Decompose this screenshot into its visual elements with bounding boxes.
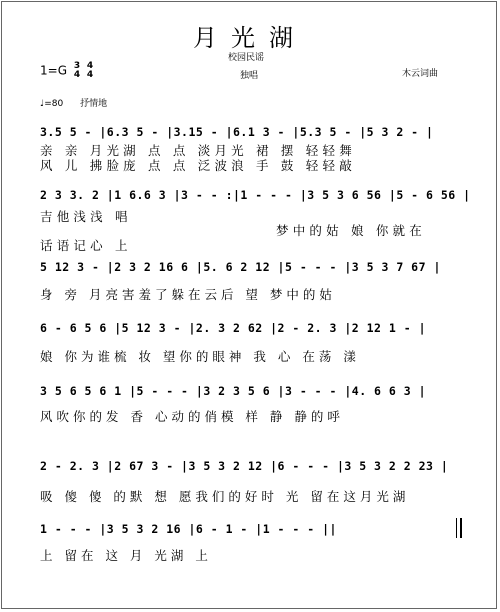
score-line-5: 3 5 6 5 6 1 |5 - - - |3 2 3 5 6 |3 - - - |4. 6 6 3 | [40, 384, 427, 398]
composer-credit: 木云词曲 [402, 69, 439, 79]
lyrics-line-2-mid: 梦中的姑 娘 你就在 [276, 223, 426, 238]
key-signature [40, 62, 93, 80]
final-barline-thick [460, 518, 462, 538]
time-sig-2: 4 4 [86, 61, 94, 80]
song-subtitle: 校园民谣 [228, 53, 265, 63]
lyrics-line-2b: 话语记心 上 [40, 238, 132, 253]
score-line-4: 6 - 6 5 6 |5 12 3 - |2. 3 2 62 |2 - 2. 3 |2 12 1 - | [40, 321, 427, 335]
score-line-3: 5 12 3 - |2 3 2 16 6 |5. 6 2 12 |5 - - - |3 5 3 7 67 | [40, 260, 441, 274]
key-value: 1=G [40, 63, 67, 78]
lyrics-line-2a: 吉他浅浅 唱 [40, 209, 132, 224]
lyrics-line-6: 吸 傻 傻 的默 想 愿我们的好时 光 留在这月光湖 [40, 489, 410, 504]
tempo-marking: ♩=80 抒情地 [40, 99, 108, 109]
score-line-2: 2 3 3. 2 |1 6.6 3 |3 - - :|1 - - - |3 5 3 6 56 |5 - 6 56 | [40, 188, 471, 202]
time-sig-1: 3 4 [73, 61, 81, 80]
lyrics-line-5: 风吹你的发 香 心动的俏模 样 静 静的呼 [40, 409, 344, 424]
score-line-6: 2 - 2. 3 |2 67 3 - |3 5 3 2 12 |6 - - - |3 5 3 2 2 23 | [40, 459, 449, 473]
score-line-7: 1 - - - |3 5 3 2 16 |6 - 1 - |1 - - - || [40, 522, 337, 536]
lyrics-line-4: 娘 你为谁梳 妆 望你的眼神 我 心 在荡 漾 [40, 349, 360, 364]
score-line-1: 3.5 5 - |6.3 5 - |3.15 - |6.1 3 - |5.3 5 - |5 3 2 - | [40, 125, 434, 139]
lyrics-line-7: 上 留在 这 月 光湖 上 [40, 548, 212, 563]
song-title: 月光湖 [193, 24, 307, 52]
lyrics-line-1b: 风 儿 拂脸庞 点 点 泛波浪 手 鼓 轻轻敲 [40, 158, 356, 173]
performer-label: 独唱 [240, 71, 259, 81]
lyrics-line-1a: 亲 亲 月光湖 点 点 淡月光 裙 摆 轻轻舞 [40, 143, 356, 158]
score-frame [1, 1, 497, 609]
final-barline-thin [456, 518, 457, 538]
lyrics-line-3: 身 旁 月亮害羞了躲在云后 望 梦中的姑 [40, 287, 336, 302]
